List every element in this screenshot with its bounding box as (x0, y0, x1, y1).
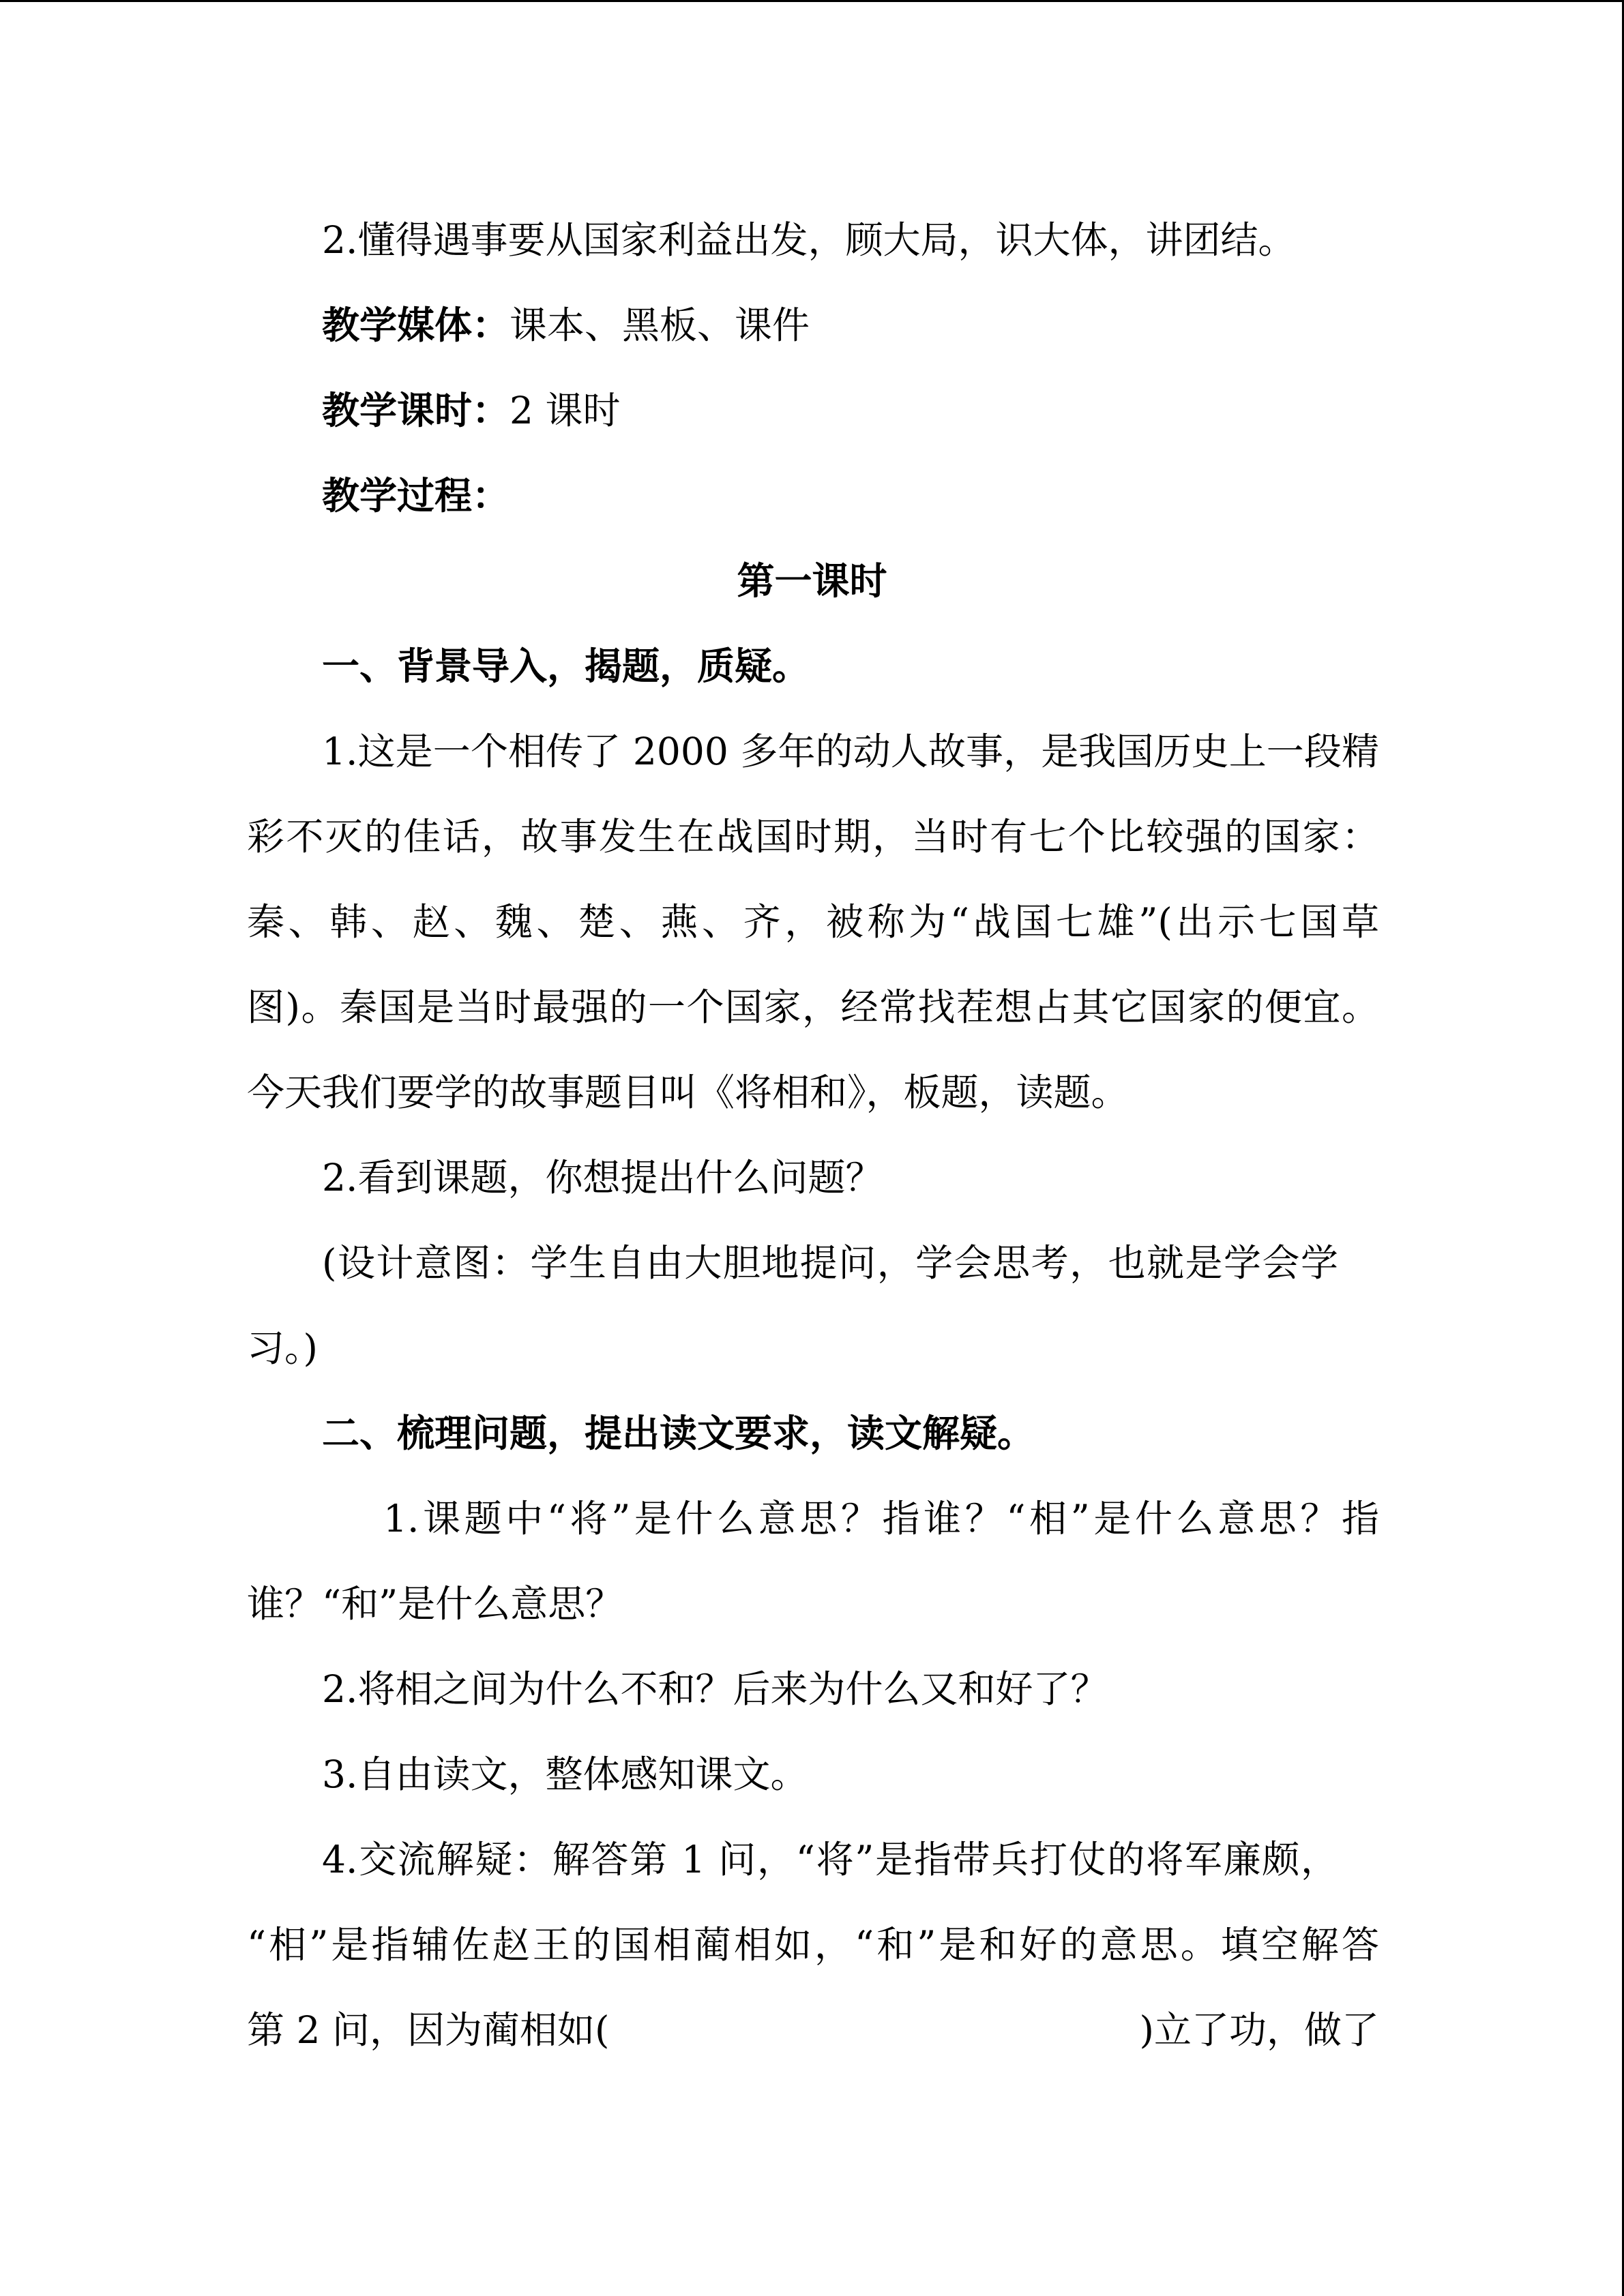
section1-heading: 一、背景导入，揭题，质疑。 (322, 644, 810, 688)
section2-heading: 二、梳理问题，提出读文要求，读文解疑。 (322, 1412, 1035, 1455)
section2-q1-line1: 1.课题中“将”是什么意思？指谁？“相”是什么意思？指 (383, 1497, 1379, 1540)
section1-p1-line3: 秦、韩、赵、魏、楚、燕、齐，被称为“战国七雄”(出示七国草 (247, 900, 1379, 944)
objective-2: 2.懂得遇事要从国家利益出发，顾大局，识大体，讲团结。 (322, 218, 1296, 262)
section2-q1-line2: 谁？“和”是什么意思？ (247, 1582, 623, 1626)
periods-line (322, 386, 1454, 435)
media-value: 课本、黑板、课件 (510, 303, 810, 347)
section1-p2: 2.看到课题，你想提出什么问题？ (322, 1156, 883, 1199)
periods-label: 教学课时： (322, 389, 510, 432)
media-label: 教学媒体： (322, 303, 510, 347)
section2-q4-line3 (247, 2006, 1379, 2055)
q4-last-start: 第 2 问，因为蔺相如( (247, 2008, 610, 2052)
media-line (322, 301, 1454, 350)
page-border-top (0, 0, 1624, 2)
section1-p1-line1: 1.这是一个相传了 2000 多年的动人故事，是我国历史上一段精 (322, 730, 1379, 773)
section1-p1-line5: 今天我们要学的故事题目叫《将相和》，板题，读题。 (247, 1071, 1129, 1114)
lesson-title: 第一课时 (737, 559, 887, 603)
section1-p1-line4: 图)。秦国是当时最强的一个国家，经常找茬想占其它国家的便宜。 (247, 985, 1379, 1029)
section1-p1-line2: 彩不灭的佳话，故事发生在战国时期，当时有七个比较强的国家： (247, 815, 1379, 859)
section2-q3: 3.自由读文，整体感知课文。 (322, 1753, 808, 1796)
section2-q4-line1: 4.交流解疑：解答第 1 问，“将”是指带兵打仗的将军廉颇， (322, 1838, 1338, 1881)
section2-q4-line2: “相”是指辅佐赵王的国相蔺相如，“和”是和好的意思。填空解答 (247, 1923, 1379, 1967)
design-intent-line1: (设计意图：学生自由大胆地提问，学会思考，也就是学会学 (322, 1241, 1338, 1285)
design-intent-line2: 习。) (247, 1326, 318, 1370)
process-label: 教学过程： (322, 474, 510, 518)
periods-value: 2 课时 (510, 389, 621, 432)
section2-q2: 2.将相之间为什么不和？后来为什么又和好了？ (322, 1667, 1108, 1711)
q4-last-end: )立了功，做了 (1139, 2008, 1379, 2052)
